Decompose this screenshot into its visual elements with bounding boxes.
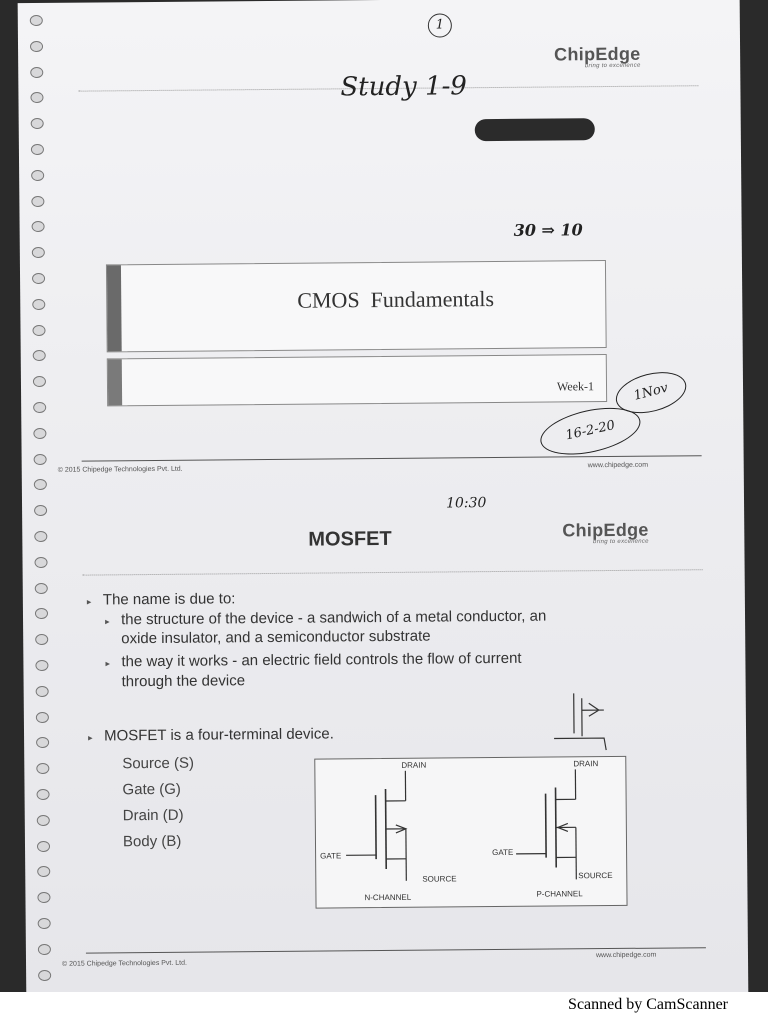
binding-hole (38, 944, 51, 955)
handwritten-transistor-sketch (544, 688, 635, 759)
binding-hole (37, 815, 50, 826)
terminal-drain: Drain (D) (122, 806, 184, 825)
sub-bullet-arrow-icon-2: ▸ (105, 658, 110, 669)
handwritten-score: 30 ⇒ 10 (513, 220, 583, 240)
logo-name-2: ChipEdge (562, 519, 649, 541)
binding-hole (37, 841, 50, 852)
slide1-footer-left: © 2015 Chipedge Technologies Pvt. Ltd. (57, 465, 183, 474)
chipedge-logo-top (554, 44, 641, 70)
page-number: 1 (428, 13, 452, 37)
binding-hole (30, 92, 43, 103)
slide2-title: MOSFET (308, 527, 392, 551)
logo-name: ChipEdge (554, 43, 641, 65)
slide1-week-box (107, 354, 607, 406)
binding-hole (35, 634, 48, 645)
bullet-arrow-icon-2: ▸ (88, 732, 93, 743)
n-channel-label: N-CHANNEL (364, 892, 412, 903)
binding-hole (36, 712, 49, 723)
bullet-four-terminal: MOSFET is a four-terminal device. (103, 725, 334, 745)
binding-hole (34, 557, 47, 568)
sub-bullet-works-cont: through the device (121, 672, 246, 691)
binding-hole (36, 737, 49, 748)
title-bar-accent (107, 265, 122, 351)
slide2-top-rule (83, 569, 703, 575)
binding-hole (33, 376, 46, 387)
binding-hole (35, 608, 48, 619)
slide1-title: CMOS Fundamentals (297, 286, 495, 313)
bullet-name: The name is due to: (102, 590, 236, 609)
handwritten-time: 10:30 (445, 495, 487, 512)
binding-hole (38, 918, 51, 929)
redacted-scribble (475, 118, 595, 141)
binding-hole (31, 170, 44, 181)
binding-hole (32, 273, 45, 284)
logo-tagline-2: bring to excellence (593, 538, 649, 546)
week-bar-accent (108, 359, 122, 405)
binding-hole (37, 789, 50, 800)
binding-hole (31, 118, 44, 129)
binding-hole (31, 196, 44, 207)
n-source-label: SOURCE (422, 874, 457, 884)
binding-hole (32, 299, 45, 310)
binding-hole (32, 221, 45, 232)
p-source-label: SOURCE (578, 871, 613, 881)
binding-hole (33, 402, 46, 413)
slide2-footer-right: www.chipedge.com (595, 951, 657, 960)
binding-hole (34, 505, 47, 516)
binding-hole (35, 660, 48, 671)
p-gate-label: GATE (492, 847, 514, 858)
slide1-footer-right: www.chipedge.com (587, 461, 649, 470)
n-gate-label: GATE (320, 851, 342, 861)
binding-hole (36, 686, 49, 697)
slide1-title-box (106, 260, 607, 352)
binding-hole (35, 583, 48, 594)
scanner-watermark: Scanned by CamScanner (568, 996, 728, 1013)
mosfet-diagram (314, 756, 627, 909)
binding-hole (37, 866, 50, 877)
chipedge-logo-slide2 (562, 520, 649, 546)
terminal-source: Source (S) (122, 754, 195, 773)
binding-hole (34, 479, 47, 490)
sub-bullet-arrow-icon: ▸ (105, 616, 110, 627)
binding-hole (32, 325, 45, 336)
sub-bullet-works: the way it works - an electric field controls the flow of current (121, 649, 522, 671)
binding-hole (38, 970, 51, 981)
handwritten-date: 16-2-20 (536, 400, 645, 463)
binding-hole (36, 763, 49, 774)
paper-sheet (18, 0, 749, 1003)
binding-hole (32, 247, 45, 258)
terminal-body: Body (B) (122, 832, 182, 851)
sub-bullet-structure-cont: oxide insulator, and a semiconductor substrate (121, 627, 431, 648)
binding-hole (34, 531, 47, 542)
bullet-arrow-icon: ▸ (86, 596, 92, 607)
binding-hole (31, 144, 44, 155)
binding-hole (37, 892, 50, 903)
binding-hole (30, 15, 43, 26)
handwritten-study: Study 1-9 (340, 71, 468, 103)
logo-tagline: bring to excellence (584, 62, 641, 70)
terminal-gate: Gate (G) (122, 780, 181, 799)
slide2-footer-left: © 2015 Chipedge Technologies Pvt. Ltd. (62, 959, 187, 968)
binding-hole (33, 428, 46, 439)
mosfet-symbols (315, 757, 626, 908)
binding-hole (33, 350, 46, 361)
binding-hole (30, 41, 43, 52)
slide1-week: Week-1 (556, 379, 595, 394)
p-drain-label: DRAIN (573, 759, 599, 769)
p-channel-label: P-CHANNEL (536, 889, 583, 899)
sub-bullet-structure: the structure of the device - a sandwich of a metal conductor, an (120, 607, 547, 629)
n-drain-label: DRAIN (401, 760, 427, 770)
slide1-bottom-rule (82, 455, 702, 461)
binding-hole (34, 454, 47, 465)
binding-hole (30, 67, 43, 78)
handwritten-date-circle: 1Nov (611, 365, 690, 420)
